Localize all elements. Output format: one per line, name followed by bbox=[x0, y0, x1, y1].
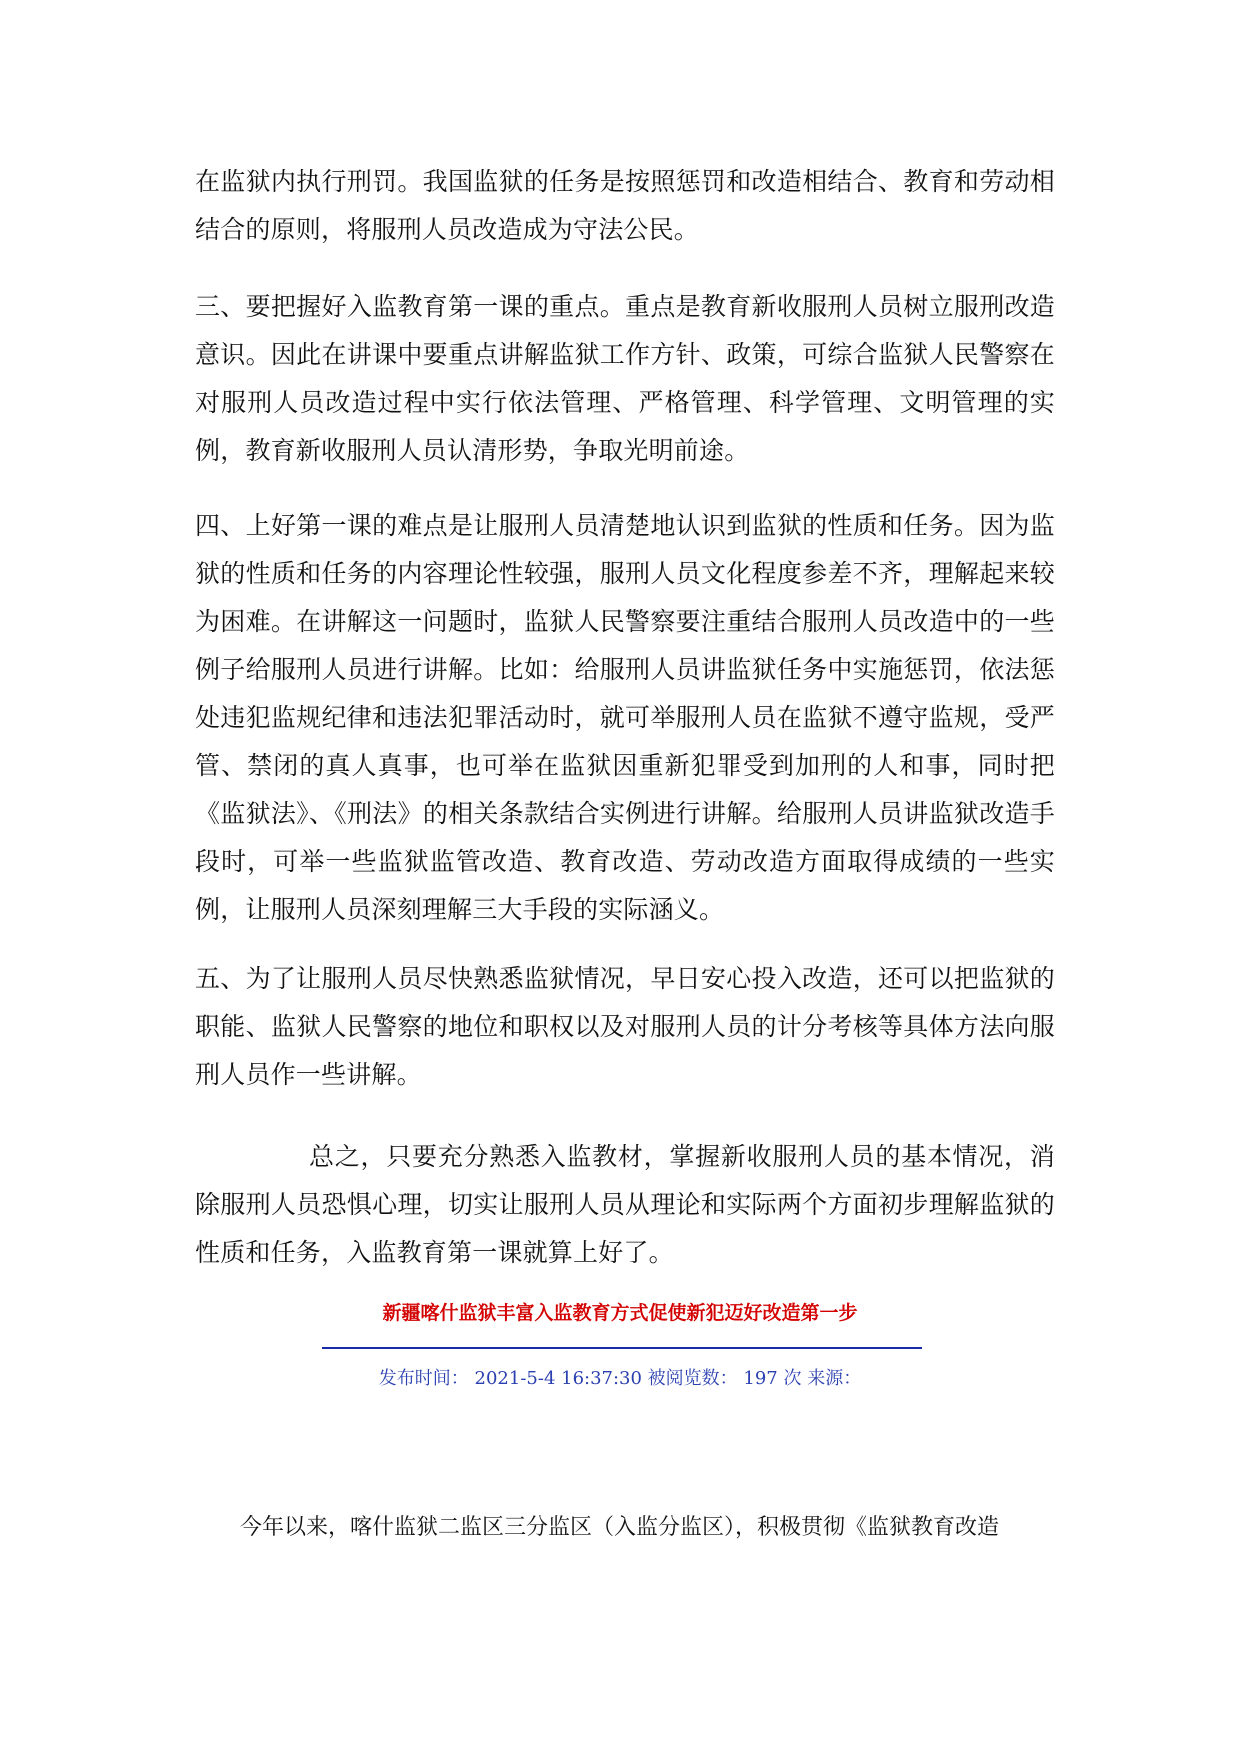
paragraph-familiarize: 五、为了让服刑人员尽快熟悉监狱情况，早日安心投入改造，还可以把监狱的职能、监狱人民警察的地位和职权以及对服刑人员的计分考核等具体方法向服刑人员作一些讲解。 bbox=[195, 964, 1055, 1089]
paragraph-prison-tasks: 在监狱内执行刑罚。我国监狱的任务是按照惩罚和改造相结合、教育和劳动相结合的原则，将服刑人员改造成为守法公民。 bbox=[195, 167, 1055, 244]
paragraph-summary: 总之，只要充分熟悉入监教材，掌握新收服刑人员的基本情况，消除服刑人员恐惧心理，切实让服刑人员从理论和实际两个方面初步理解监狱的性质和任务，入监教育第一课就算上好了。 bbox=[195, 1142, 1055, 1267]
article-first-line: 今年以来，喀什监狱二监区三分监区（入监分监区），积极贯彻《监狱教育改造 bbox=[240, 1515, 1000, 1540]
title-divider bbox=[322, 1347, 922, 1349]
paragraph-difficulty: 四、上好第一课的难点是让服刑人员清楚地认识到监狱的性质和任务。因为监狱的性质和任务的内容理论性较强，服刑人员文化程度参差不齐，理解起来较为困难。在讲解这一问题时，监狱人民警察要注重结合服刑人员改造中的一些例子给服刑人员进行讲解。比如：给服刑人员讲监狱任务中实施惩罚，依法惩处违犯监规纪律和违法犯罪活动时，就可举服刑人员在监狱不遵守监规，受严管、禁闭的真人真事，也可举在监狱因重新犯罪受到加刑的人和事，同时把《监狱法》、《刑法》的相关条款结合实例进行讲解。给服刑人员讲监狱改造手段时，可举一些监狱监管改造、教育改造、劳动改造方面取得成绩的一些实例，让服刑人员深刻理解三大手段的实际涵义。 bbox=[195, 511, 1055, 924]
paragraph-key-point: 三、要把握好入监教育第一课的重点。重点是教育新收服刑人员树立服刑改造意识。因此在讲课中要重点讲解监狱工作方针、政策，可综合监狱人民警察在对服刑人员改造过程中实行依法管理、严格管理、科学管理、文明管理的实例，教育新收服刑人员认清形势，争取光明前途。 bbox=[195, 292, 1055, 465]
article-title: 新疆喀什监狱丰富入监教育方式促使新犯迈好改造第一步 bbox=[382, 1302, 858, 1324]
article-meta: 发布时间： 2021-5-4 16:37:30 被阅览数： 197 次 来源： bbox=[378, 1368, 862, 1389]
